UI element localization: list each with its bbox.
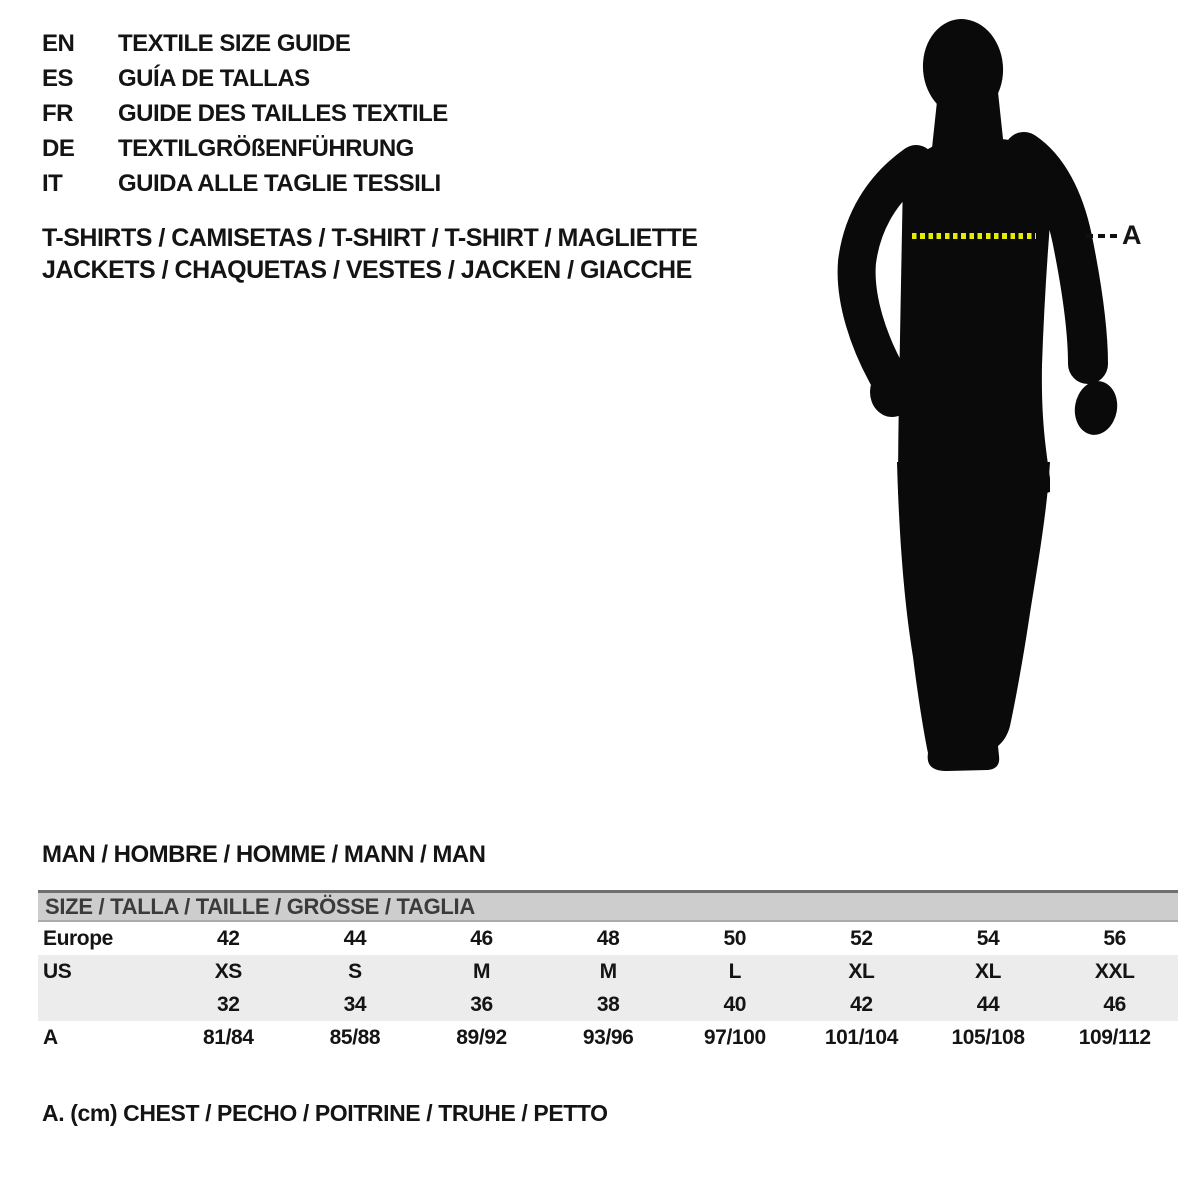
size-table xyxy=(38,890,1178,1054)
category-line-tshirts: T-SHIRTS / CAMISETAS / T-SHIRT / T-SHIRT / MAGLIETTE xyxy=(42,224,698,252)
language-code: IT xyxy=(42,169,63,197)
silhouette-left-hand xyxy=(870,367,914,417)
table-cell: 50 xyxy=(723,926,747,950)
table-cell: 85/88 xyxy=(329,1025,381,1049)
table-row xyxy=(38,988,1178,1021)
table-cell: XL xyxy=(975,959,1002,983)
table-cell: 89/92 xyxy=(456,1025,507,1049)
table-cell: 34 xyxy=(343,992,367,1016)
table-cell: 44 xyxy=(976,992,1000,1016)
table-row xyxy=(38,1021,1178,1054)
garment-category-block xyxy=(42,222,697,286)
silhouette-legs xyxy=(897,462,1050,771)
table-cell: XL xyxy=(848,959,875,983)
language-row-en xyxy=(42,26,448,61)
size-table-rows xyxy=(38,922,1178,1054)
table-cell: XS xyxy=(214,959,242,983)
row-label: A xyxy=(43,1025,58,1049)
table-cell: 93/96 xyxy=(582,1025,634,1049)
table-cell: 48 xyxy=(596,926,620,950)
chest-measure-dotted-line xyxy=(912,233,1036,239)
table-cell: 81/84 xyxy=(203,1025,254,1049)
section-heading-man: MAN / HOMBRE / HOMME / MANN / MAN xyxy=(42,841,486,868)
table-cell: M xyxy=(599,959,617,983)
language-title: GUIDE DES TAILLES TEXTILE xyxy=(118,99,448,127)
table-row xyxy=(38,922,1178,955)
table-cell: 52 xyxy=(850,926,873,950)
table-cell: 46 xyxy=(470,926,493,950)
table-cell: 40 xyxy=(723,992,747,1016)
table-cell: 54 xyxy=(976,926,1000,950)
language-title: GUÍA DE TALLAS xyxy=(118,64,310,92)
table-cell: 109/112 xyxy=(1078,1025,1151,1049)
table-cell: 36 xyxy=(470,992,493,1016)
language-row-de xyxy=(42,131,448,166)
language-title-block xyxy=(42,26,448,201)
measurement-footnote: A. (cm) CHEST / PECHO / POITRINE / TRUHE / PETTO xyxy=(42,1100,608,1126)
table-cell: 38 xyxy=(596,992,620,1016)
language-title: TEXTILE SIZE GUIDE xyxy=(118,29,351,57)
size-table-header xyxy=(38,890,1178,922)
language-row-fr xyxy=(42,96,448,131)
man-silhouette-figure xyxy=(820,0,1200,790)
table-cell: 42 xyxy=(217,926,240,950)
silhouette-right-hand xyxy=(1071,378,1122,438)
language-row-it xyxy=(42,166,448,201)
table-cell: 56 xyxy=(1103,926,1126,950)
table-cell: XXL xyxy=(1094,959,1135,983)
language-code: DE xyxy=(42,134,75,162)
table-row xyxy=(38,955,1178,988)
language-code: FR xyxy=(42,99,73,127)
table-cell: 97/100 xyxy=(703,1025,766,1049)
table-cell: 42 xyxy=(850,992,873,1016)
table-cell: 44 xyxy=(343,926,367,950)
language-row-es xyxy=(42,61,448,96)
table-cell: L xyxy=(728,959,742,983)
measure-pointer-dashes xyxy=(1086,234,1120,238)
language-title: GUIDA ALLE TAGLIE TESSILI xyxy=(118,169,441,197)
language-code: ES xyxy=(42,64,74,92)
silhouette-torso xyxy=(898,138,1053,505)
measure-label-a: A xyxy=(1122,220,1142,250)
language-title: TEXTILGRÖßENFÜHRUNG xyxy=(118,134,414,162)
size-table-header-label: SIZE / TALLA / TAILLE / GRÖSSE / TAGLIA xyxy=(45,893,475,919)
row-label: Europe xyxy=(43,926,113,950)
row-label: US xyxy=(43,959,72,983)
table-cell: 46 xyxy=(1103,992,1126,1016)
table-cell: S xyxy=(348,959,362,983)
table-cell: 101/104 xyxy=(824,1025,898,1049)
category-line-jackets: JACKETS / CHAQUETAS / VESTES / JACKEN / GIACCHE xyxy=(42,256,692,284)
table-cell: 32 xyxy=(217,992,240,1016)
language-code: EN xyxy=(42,29,75,57)
table-cell: M xyxy=(473,959,491,983)
table-cell: 105/108 xyxy=(951,1025,1025,1049)
